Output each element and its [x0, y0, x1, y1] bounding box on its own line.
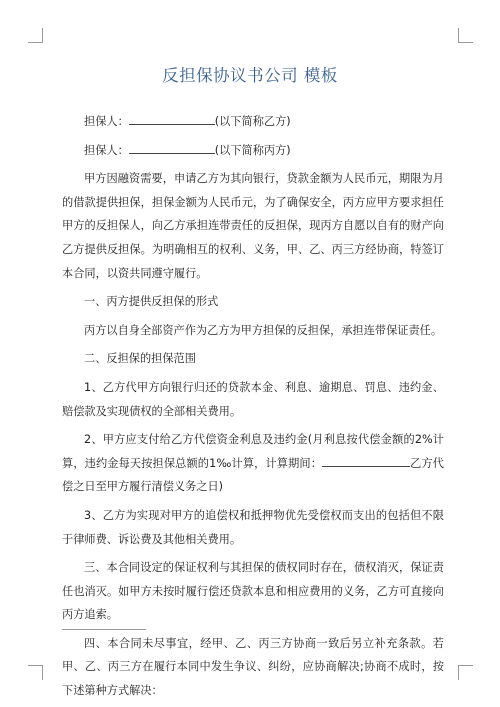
corner-mark-top-left	[28, 28, 43, 43]
item-2-text-after: 乙方代偿之日至甲方履行清偿义务之日)	[62, 456, 444, 494]
section-3-paragraph: 三、本合同设定的保证权利与其担保的债权同时存在，债权消灭，保证责任也消灭。如甲方未按时履行偿还贷款本息和相应费用的义务，乙方可直接向丙方追索。	[62, 561, 444, 622]
guarantor-c-label: 担保人：	[84, 143, 129, 157]
guarantor-b-blank[interactable]	[129, 112, 215, 125]
guarantor-c-line	[62, 139, 444, 163]
section-1-heading: 一、丙方提供反担保的形式	[84, 295, 219, 309]
section-2-item-2	[62, 428, 444, 499]
corner-mark-bottom-right	[458, 665, 473, 680]
guarantor-b-suffix: (以下简称乙方)	[214, 115, 291, 128]
section-1-text: 丙方以自身全部资产作为乙方为甲方担保的反担保，承担连带保证责任。	[84, 323, 443, 337]
guarantor-c-suffix: (以下简称丙方)	[214, 143, 291, 157]
section-4-paragraph: 四、本合同未尽事宜，经甲、乙、丙三方协商一致后另立补充条款。若甲、乙、丙三方在履行本同中发生争议、纠纷，应协商解决;协商不成时，按下述第种方式解决：	[62, 636, 444, 698]
section-2-heading: 二、反担保的担保范围	[84, 352, 196, 366]
preamble-paragraph: 甲方因融资需要，申请乙方为其向银行，贷款金额为人民币元，期限为月的借款提供担保，担保金额为人民币元，为了确保安全，丙方应甲方要求担任甲方的反担保人，向乙方承担连带责任的反担保，现丙方自愿以自有的财产向乙方提供反担保。为明确相互的权利、义务，甲、乙、丙三方经协商，特签订本合同，以资共同遵守履行。	[62, 172, 444, 280]
document-body	[62, 110, 444, 703]
corner-mark-top-right	[458, 28, 473, 43]
guarantor-b-line	[62, 110, 444, 134]
calculation-period-blank[interactable]	[322, 454, 410, 467]
section-2-item-1: 1、乙方代甲方向银行归还的贷款本金、利息、逾期息、罚息、违约金、赔偿款及实现债权的全部相关费用。	[62, 380, 444, 418]
guarantor-c-blank[interactable]	[129, 141, 215, 154]
footnote-separator	[62, 629, 146, 630]
corner-mark-bottom-left	[28, 665, 43, 680]
document-title: 反担保协议书公司 模板	[162, 66, 338, 85]
guarantor-b-label: 担保人：	[84, 115, 129, 128]
item-2-text-before: 2、甲方应支付给乙方代偿资金利息及违约金(月利息按代偿金额的2%计算，违约金每天按担保总额的1‰计算，计算期间：	[62, 433, 444, 470]
section-2-item-3: 3、乙方为实现对甲方的追偿权和抵押物优先受偿权而支出的包括但不限于律师费、诉讼费及其他相关费用。	[62, 508, 444, 546]
